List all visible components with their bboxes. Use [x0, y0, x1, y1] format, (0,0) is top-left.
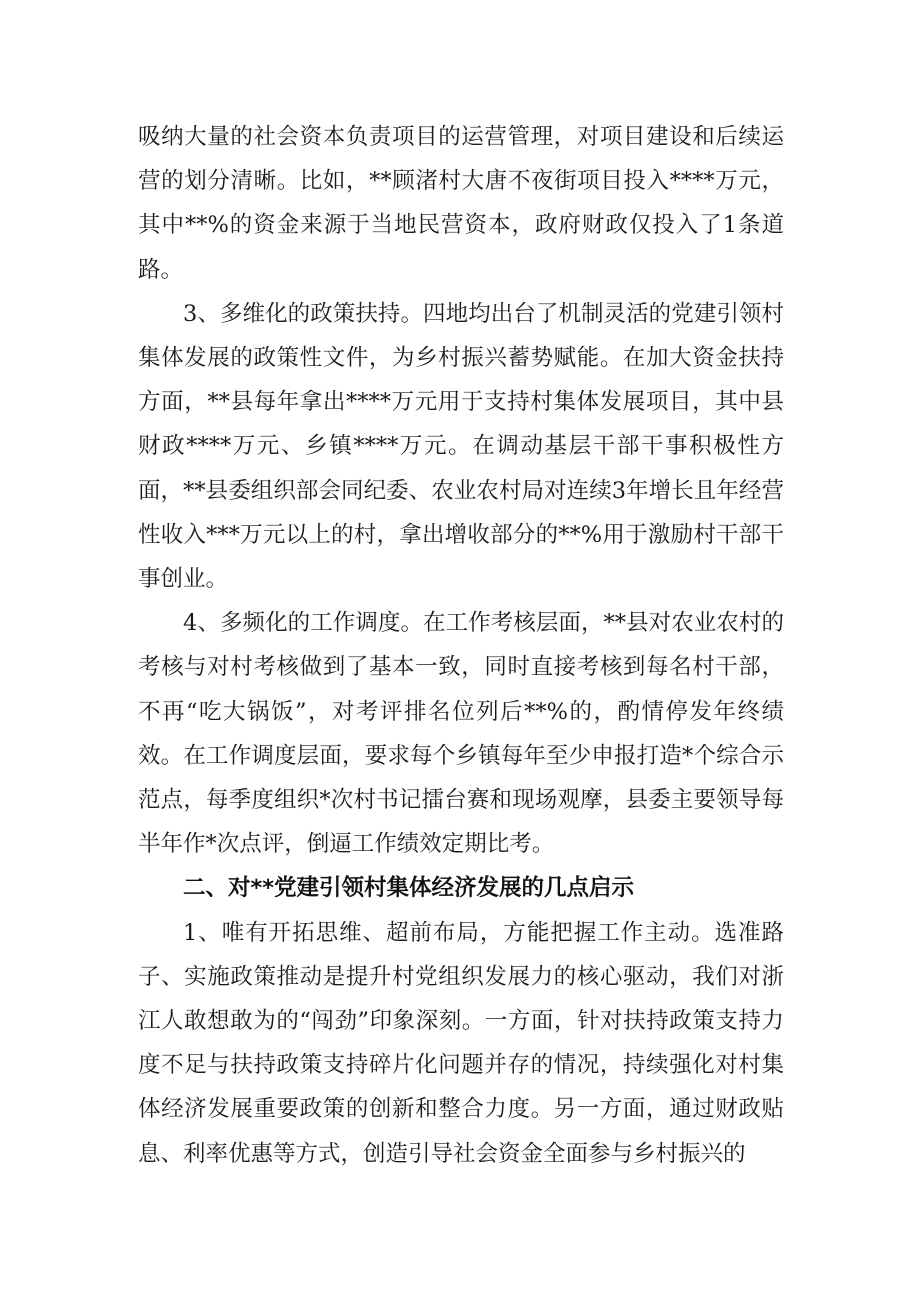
document-body — [138, 115, 784, 1176]
paragraph-work-scheduling: 4、多频化的工作调度。在工作考核层面，**县对农业农村的考核与对村考核做到了基本一致，同时直接考核到每名村干部，不再“吃大锅饭”，对考评排名位列后**%的，酌情停发年终绩效。在工作调度层面，要求每个乡镇每年至少申报打造*个综合示范点，每季度组织*次村书记擂台赛和现场观摩，县委主要领导每半年作*次点评，倒逼工作绩效定期比考。 — [138, 610, 784, 858]
paragraph-continuation: 吸纳大量的社会资本负责项目的运营管理，对项目建设和后续运营的划分清晰。比如，**顾渚村大唐不夜街项目投入****万元，其中**%的资金来源于当地民营资本，政府财政仅投入了1条道路。 — [138, 124, 784, 283]
paragraph-policy-support: 3、多维化的政策扶持。四地均出台了机制灵活的党建引领村集体发展的政策性文件，为乡村振兴蓄势赋能。在加大资金扶持方面，**县每年拿出****万元用于支持村集体发展项目，其中县财政****万元、乡镇****万元。在调动基层干部干事积极性方面，**县委组织部会同纪委、农业农村局对连续3年增长且年经营性收入***万元以上的村，拿出增收部分的**%用于激励村干部干事创业。 — [138, 300, 784, 593]
section-heading: 二、对**党建引领村集体经济发展的几点启示 — [183, 875, 635, 902]
paragraph-insight-1: 1、唯有开拓思维、超前布局，方能把握工作主动。选准路子、实施政策推动是提升村党组织发展力的核心驱动，我们对浙江人敢想敢为的“闯劲”印象深刻。一方面，针对扶持政策支持力度不足与扶持政策支持碎片化问题并存的情况，持续强化对村集体经济发展重要政策的创新和整合力度。另一方面，通过财政贴息、利率优惠等方式，创造引导社会资金全面参与乡村振兴的 — [138, 919, 784, 1167]
